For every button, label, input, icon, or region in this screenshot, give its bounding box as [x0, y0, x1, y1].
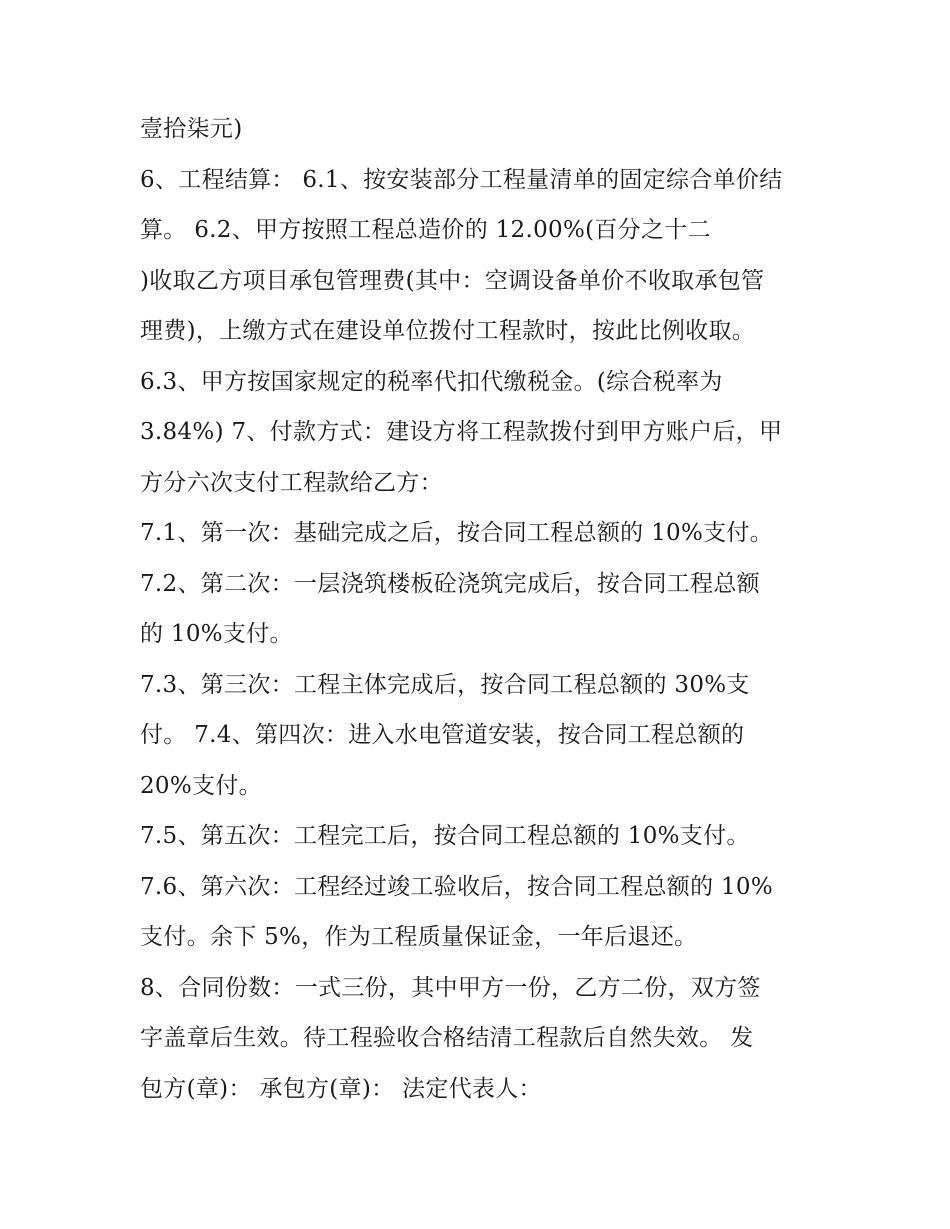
text-line: 理费)，上缴方式在建设单位拨付工程款时，按此比例收取。	[140, 318, 756, 344]
text-line: 包方(章)： 承包方(章)： 法定代表人：	[140, 1075, 542, 1102]
text-line: 7.3、第三次：工程主体完成后，按合同工程总额的 30%支	[140, 671, 750, 698]
text-line: 7.2、第二次：一层浇筑楼板砼浇筑完成后，按合同工程总额	[140, 570, 760, 597]
text-line: 7.1、第一次：基础完成之后，按合同工程总额的 10%支付。	[140, 520, 774, 546]
text-line: 支付。余下 5%，作为工程质量保证金，一年后退还。	[140, 924, 698, 950]
text-line: 7.6、第六次：工程经过竣工验收后，按合同工程总额的 10%	[140, 873, 774, 900]
text-line: 算。 6.2、甲方按照工程总造价的 12.00%(百分之十二	[140, 217, 711, 243]
text-line: 3.84%) 7、付款方式：建设方将工程款拨付到甲方账户后，甲	[140, 419, 783, 445]
text-line: 6.3、甲方按国家规定的税率代扣代缴税金。(综合税率为	[140, 368, 723, 395]
text-line: 20%支付。	[140, 772, 262, 799]
text-line: 字盖章后生效。待工程验收合格结清工程款后自然失效。 发	[140, 1025, 754, 1051]
text-line: 付。 7.4、第四次：进入水电管道安装，按合同工程总额的	[140, 722, 745, 748]
text-line: 的 10%支付。	[140, 621, 293, 647]
text-line: 方分六次支付工程款给乙方：	[140, 469, 443, 496]
text-line: )收取乙方项目承包管理费(其中：空调设备单价不收取承包管	[140, 267, 765, 294]
text-line: 7.5、第五次：工程完工后，按合同工程总额的 10%支付。	[140, 823, 750, 849]
text-line: 6、工程结算： 6.1、按安装部分工程量清单的固定综合单价结	[140, 166, 783, 193]
text-line: 壹拾柒元)	[140, 116, 243, 142]
text-line: 8、合同份数：一式三份，其中甲方一份，乙方二份，双方签	[140, 974, 761, 1001]
contract-text-body	[140, 104, 820, 1114]
